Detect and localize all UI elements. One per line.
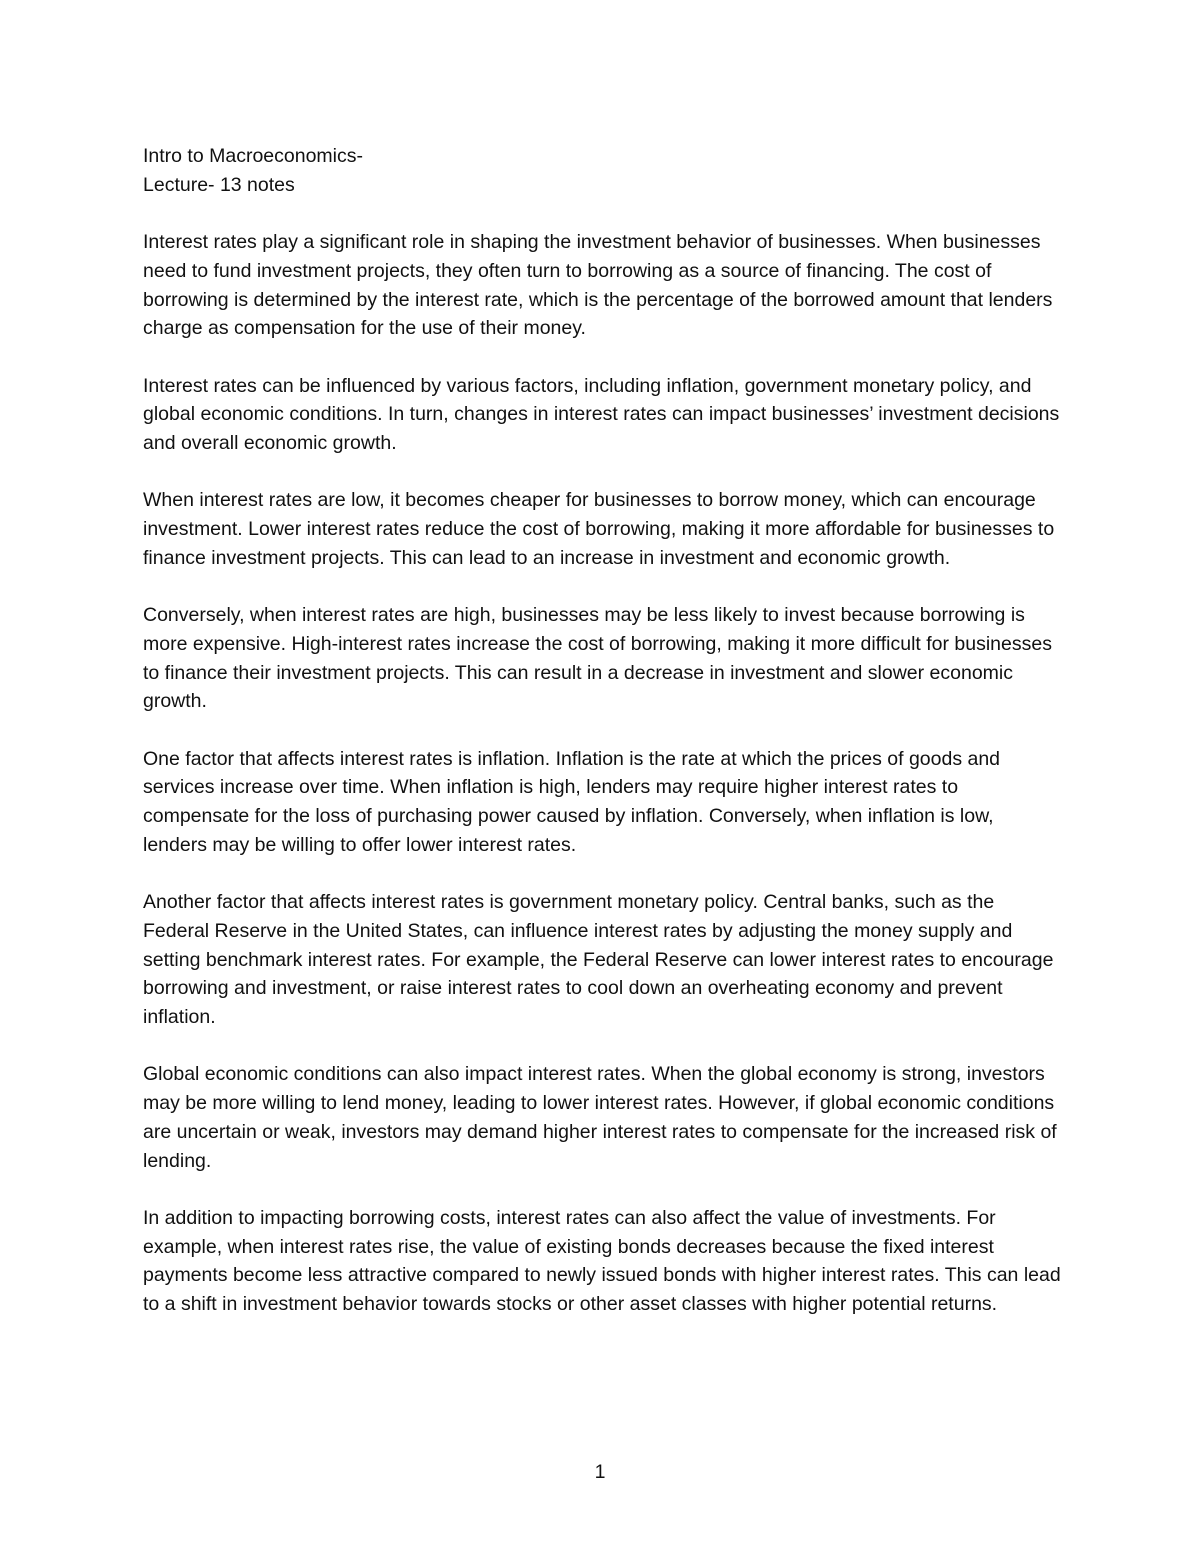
- document-title: Intro to Macroeconomics-: [143, 145, 363, 167]
- paragraph-global-conditions: Global economic conditions can also impact interest rates. When the global economy is strong, investors may be more willing to lend money, leading to lower interest rates. However, if global economic conditions are uncertain or weak, investors may demand higher interest rates to compensate for the increased risk of lending.: [143, 1063, 1057, 1172]
- paragraph-low-interest-rates: When interest rates are low, it becomes cheaper for businesses to borrow money, which can encourage investment. Lower interest rates reduce the cost of borrowing, making it more affordable for businesses to finance investment projects. This can lead to an increase in investment and economic growth.: [143, 489, 1055, 569]
- paragraph-investment-value: In addition to impacting borrowing costs, interest rates can also affect the value of investments. For example, when interest rates rise, the value of existing bonds decreases because the fixed interest payments become less attractive compared to newly issued bonds with higher interest rates. This can lead to a shift in investment behavior towards stocks or other asset classes with higher potential returns.: [143, 1206, 1061, 1315]
- paragraph-high-interest-rates: Conversely, when interest rates are high, businesses may be less likely to invest because borrowing is more expensive. High-interest rates increase the cost of borrowing, making it more difficult for businesses to finance their investment projects. This can result in a decrease in investment and slower economic growth.: [143, 604, 1052, 713]
- paragraph-monetary-policy: Another factor that affects interest rates is government monetary policy. Central banks, such as the Federal Reserve in the United States, can influence interest rates by adjusting the money supply and setting benchmark interest rates. For example, the Federal Reserve can lower interest rates to encourage borrowing and investment, or raise interest rates to cool down an overheating economy and prevent inflation.: [143, 891, 1054, 1028]
- paragraph-influencing-factors: Interest rates can be influenced by various factors, including inflation, government monetary policy, and global economic conditions. In turn, changes in interest rates can impact businesses’ investment decisions and overall economic growth.: [143, 374, 1060, 454]
- paragraph-inflation: One factor that affects interest rates is inflation. Inflation is the rate at which the prices of goods and services increase over time. When inflation is high, lenders may require higher interest rates to compensate for the loss of purchasing power caused by inflation. Conversely, when inflation is low, lenders may be willing to offer lower interest rates.: [143, 747, 1001, 856]
- paragraph-interest-rates-investment: Interest rates play a significant role in shaping the investment behavior of businesses. When businesses need to fund investment projects, they often turn to borrowing as a source of financing. The cost of borrowing is determined by the interest rate, which is the percentage of the borrowed amount that lenders charge as compensation for the use of their money.: [143, 231, 1053, 340]
- page-number: 1: [594, 1461, 606, 1483]
- document-subtitle: Lecture- 13 notes: [143, 173, 295, 196]
- document-body: [143, 142, 1061, 1319]
